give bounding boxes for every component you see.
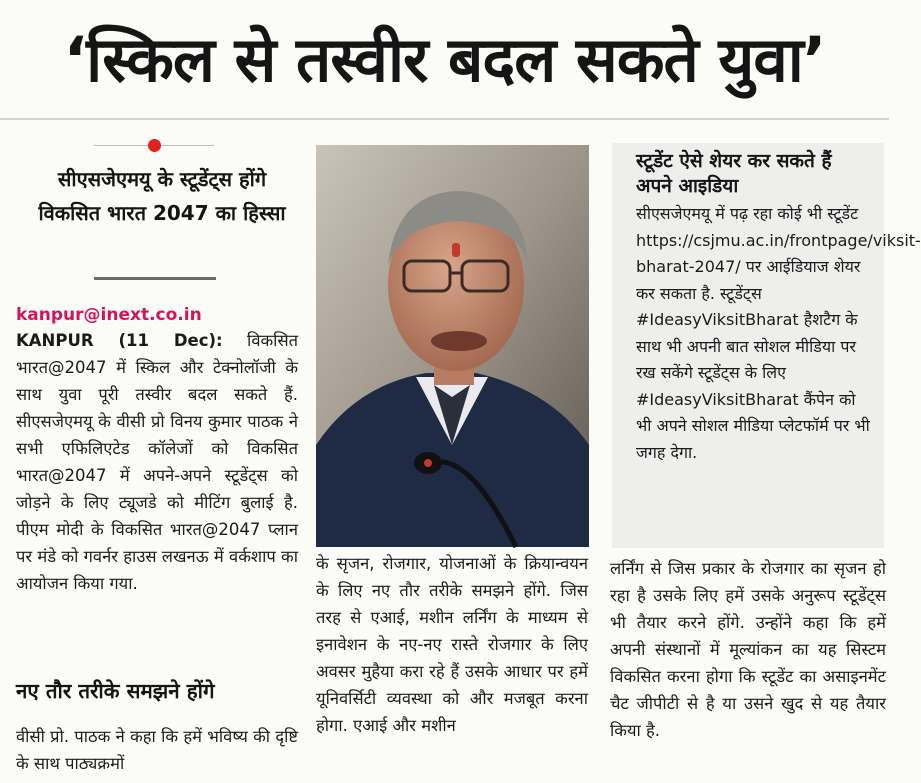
speaker-photo-illustration <box>316 145 589 547</box>
headline: ‘स्किल से तस्वीर बदल सकते युवा’ <box>63 23 826 96</box>
sidebar-body: सीएसजेएमयू में पढ़ रहा कोई भी स्टूडेंट https://csjmu.ac.in/frontpage/viksit-bharat-2047/ पर आईडियाज शेयर कर सकता है. स्टूडेंट्स #IdeasyViksitBharat हैशटैग के साथ भी अपनी बात सोशल मीडिया पर रख सकेंगे स्टूडेंट्स के लिए #IdeasyViksitBharat कैंपेन को भी अपने सोशल मीडिया प्लेटफॉर्म पर भी जगह देगा. <box>636 204 921 462</box>
article-column-3 <box>610 555 886 744</box>
column-3-text: लर्निंग से जिस प्रकार के रोजगार का सृजन हो रहा है उसके लिए हमें उसके अनुरूप स्टूडेंट्स भी तैयार करने होंगे. उन्होंने कहा कि हमें अपनी संस्थानों में मूल्यांकन का यह सिस्टम विकसित करना होगा कि स्टूडेंट का असाइनमेंट चैट जीपीटी से है या उसने खुद से यह तैयार किया है. <box>610 559 886 740</box>
dateline: KANPUR (11 Dec): <box>16 331 223 350</box>
article-column-1-section <box>16 723 298 777</box>
top-rule <box>0 118 889 120</box>
subheadline: सीएसजेएमयू के स्टूडेंट्स होंगे विकसित भारत 2047 का हिस्सा <box>38 167 286 225</box>
column-1-paragraph: विकसित भारत@2047 में स्किल और टेक्नोलॉजी के साथ युवा पूरी तस्वीर बदल सकते हैं. सीएसजेएमयू के वीसी प्रो विनय कुमार पाठक ने सभी एफिलिएटेड कॉलेजों को विकसित भारत@2047 में अपने-अपने स्टूडेंट्स को जोड़ने के लिए ट्यूजडे को मीटिंग बुलाई है. पीएम मोदी के विकसित भारत@2047 प्लान पर मंडे को गवर्नर हाउस लखनऊ में वर्कशाप का आयोजन किया गया. <box>16 331 298 593</box>
speaker-photo <box>316 145 589 547</box>
sidebar-box <box>612 143 921 548</box>
article-column-2 <box>316 550 588 739</box>
subhead-underline <box>94 277 216 280</box>
sidebar-title: स्टूडेंट ऐसे शेयर कर सकते हैं अपने आइडिया <box>636 150 832 197</box>
column-1-section-text: वीसी प्रो. पाठक ने कहा कि हमें भविष्य की दृष्टि के साथ पाठ्यक्रमों <box>16 727 298 773</box>
section-heading: नए तौर तरीके समझने होंगे <box>16 679 215 703</box>
column-2-text: के सृजन, रोजगार, योजनाओं के क्रियान्वयन के लिए नए तौर तरीके समझने होंगे. जिस तरह से एआई, मशीन लर्निंग के माध्यम से इनावेशन के नए-नए रास्ते रोजगार के लिए अवसर मुहैया करा रहे हैं उसके आधार पर हमें यूनिवर्सिटी व्यवस्था को और मजबूत करना होगा. एआई और मशीन <box>316 554 588 735</box>
red-dot-icon <box>148 139 161 152</box>
byline-email: kanpur@inext.co.in <box>16 305 202 325</box>
article-column-1 <box>16 327 298 597</box>
